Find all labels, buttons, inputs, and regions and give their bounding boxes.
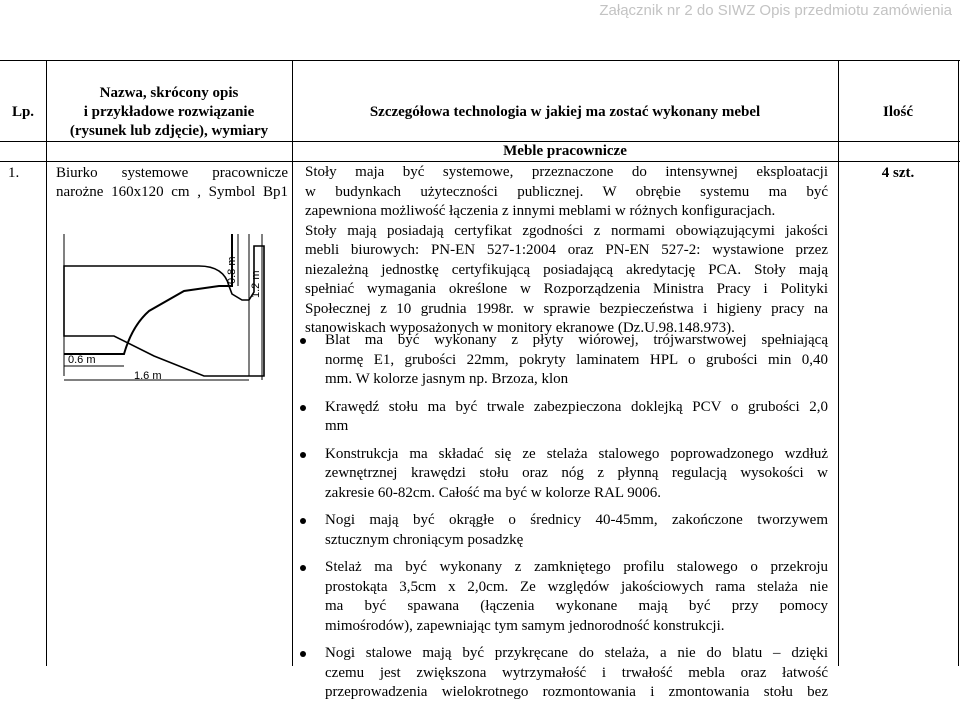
bullet-icon <box>300 651 306 657</box>
row1-bullet-list <box>298 331 828 711</box>
desc-line: spełniać wymagania określone w Rozporządzenia Ministra Pracy i Polityki <box>305 281 828 297</box>
col-name-header-line3: (rysunek lub zdjęcie), wymiary <box>69 123 269 139</box>
desc-line: Stoły maja być systemowe, przeznaczone do intensywnej eksploatacji <box>305 164 828 180</box>
bullet-line: Konstrukcja ma składać się ze stelaża stalowego poprowadzonego wzdłuż <box>325 445 828 462</box>
table-top-border <box>0 60 960 61</box>
desc-line: w budynkach użyteczności publicznej. W obrębie systemu ma być <box>305 183 828 200</box>
col-desc-header: Szczegółowa technologia w jakiej ma zostać wykonany mebel <box>369 104 761 120</box>
desc-line: Społecznej z 10 grudnia 1998r. w sprawie bezpieczeństwa i higieny pracy na <box>305 300 828 317</box>
desc-line: zapewniona możliwość łączenia z innymi meblami w różnych konfiguracjach. <box>305 203 776 219</box>
col-name-header-line2: i przykładowe rozwiązanie <box>83 104 255 120</box>
attachment-header: Załącznik nr 2 do SIWZ Opis przedmiotu zamówienia <box>599 2 952 19</box>
row1-description <box>305 163 828 339</box>
list-item <box>298 445 828 504</box>
col-qty-header: Ilość <box>883 104 913 120</box>
col-divider-1 <box>46 60 47 666</box>
col-divider-3 <box>838 60 839 666</box>
bullet-line: Nogi mają być okrągłe o średnicy 40-45mm, zakończone tworzywem <box>325 512 828 528</box>
list-item <box>298 331 828 390</box>
dim-label-12: 1.2 m <box>250 270 262 298</box>
list-item <box>298 398 828 437</box>
dim-label-08: 0.8 m <box>226 256 238 284</box>
bullet-icon <box>300 338 306 344</box>
col-name-header <box>46 84 292 141</box>
row1-name-line1: Biurko systemowe pracownicze <box>56 165 288 181</box>
dim-label-16: 1.6 m <box>134 370 162 382</box>
col-lp-header: Lp. <box>11 104 35 120</box>
bullet-line: zakresie 60-82cm. Całość ma być w kolorze RAL 9006. <box>325 484 662 501</box>
row1-lp: 1. <box>8 165 20 181</box>
desc-line: niezależną jednostkę certyfikującą posiadającą akredytację PCA. Stoły mają <box>305 261 828 278</box>
bullet-icon <box>300 565 306 571</box>
dim-label-06: 0.6 m <box>68 354 96 366</box>
bullet-line: mimośrodów), zapewniając tym samym jednorodność konstrukcji. <box>325 617 725 634</box>
bullet-line: przeprowadzenia wielokrotnego rozmontowania i zmontowania stołu bez <box>325 684 828 700</box>
row1-name-line2: narożne 160x120 cm , Symbol Bp1 <box>56 184 288 200</box>
bullet-line: normę E1, grubości 22mm, pokryty laminatem HPL o grubości min 0,40 <box>325 351 828 368</box>
bullet-icon <box>300 518 306 524</box>
row1-quantity: 4 szt. <box>881 165 915 181</box>
bullet-line: Blat ma być wykonany z płyty wiórowej, trójwarstwowej spełniającą <box>325 332 828 348</box>
bullet-line: Nogi stalowe mają być przykręcane do stelaża, a nie do blatu – dzięki <box>325 645 828 661</box>
bullet-icon <box>300 452 306 458</box>
bullet-line: czemu jest zwiększona wytrzymałość i trwałość mebla oraz łatwość <box>325 664 828 681</box>
bullet-line: ma być spawana (łączenia wykonane mają być przy pomocy <box>325 598 828 614</box>
bullet-line: zewnętrznej krawędzi stołu oraz nóg z płynną regulacją wysokości w <box>325 465 828 481</box>
bullet-line: mm. W kolorze jasnym np. Brzoza, klon <box>325 371 569 387</box>
col-name-header-line1: Nazwa, skrócony opis <box>99 85 239 101</box>
section-bottom-border <box>0 161 960 162</box>
desc-line: mebli biurowych: PN-EN 527-1:2004 oraz PN-EN 527-2: wystawione przez <box>305 242 828 258</box>
bullet-line: sztucznym chroniącym posadzkę <box>325 531 524 548</box>
desc-line: stanowiskach wyposażonych w monitory ekranowe (Dz.U.98.148.973). <box>305 320 735 336</box>
col-divider-4 <box>958 60 959 666</box>
bullet-icon <box>300 405 306 411</box>
list-item <box>298 511 828 550</box>
bullet-line: Stelaż ma być wykonany z zamkniętego profilu stalowego o przekroju <box>325 559 828 575</box>
bullet-line: Krawędź stołu ma być trwale zabezpieczona doklejką PCV o grubości 2,0 <box>325 398 828 415</box>
section-title: Meble pracownicze <box>503 143 627 159</box>
desc-line: Stoły mają posiadają certyfikat zgodności z normami obowiązującymi jakości <box>305 222 828 239</box>
row1-name <box>56 164 288 202</box>
bullet-line: prostokąta 3,5cm x 2,0cm. Ze względów jakościowych rama stelaża nie <box>325 578 828 595</box>
bullet-line: mm <box>325 418 349 434</box>
list-item <box>298 644 828 703</box>
list-item <box>298 558 828 636</box>
desk-drawing <box>54 226 284 386</box>
